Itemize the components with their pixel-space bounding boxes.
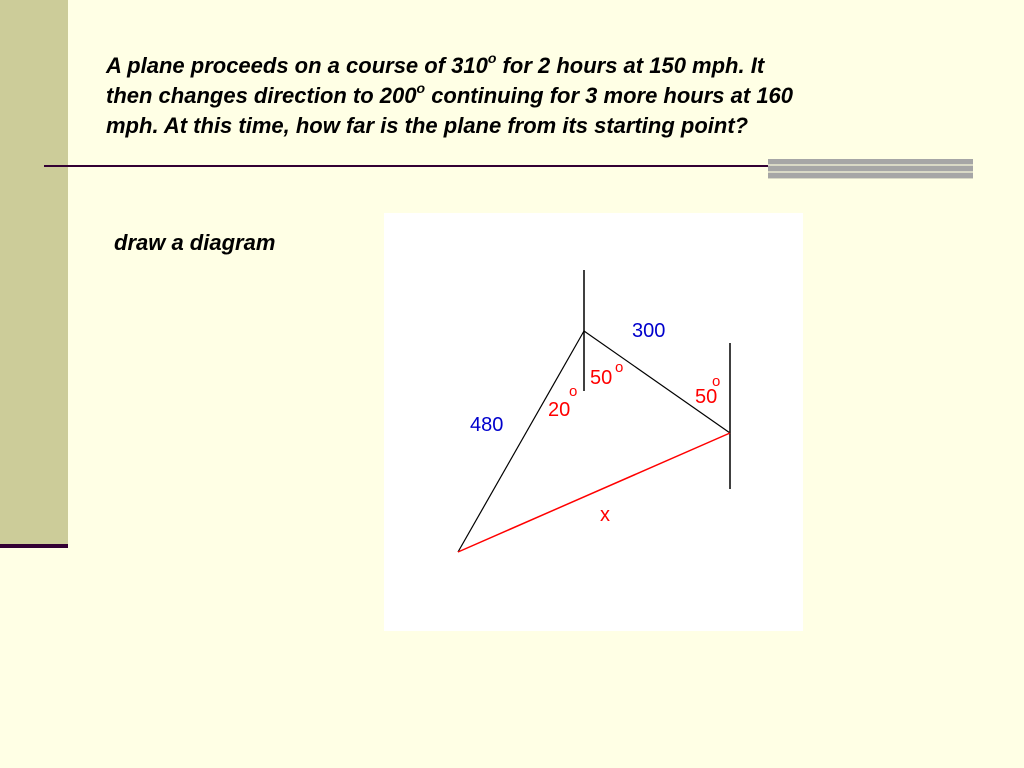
side-top-label: 300	[632, 320, 666, 342]
side-result	[458, 433, 730, 552]
diagram-panel	[384, 213, 803, 631]
side-left	[458, 331, 584, 552]
angle-mid-degree: o	[615, 359, 624, 376]
instruction-text: draw a diagram	[114, 230, 276, 255]
angle-right-degree: o	[712, 373, 721, 390]
title-accent-bar	[768, 159, 973, 179]
angle-left-degree: o	[569, 383, 578, 400]
sidebar-rule	[0, 544, 68, 548]
question-text: A plane proceeds on a course of 310$^o$ for 2 hours at 150 mph. It then changes direction to 200$^o$ continuing for 3 more hours at 160 mph. At this time, how far is the plane from its starting point?	[106, 49, 794, 138]
triangle-diagram	[384, 213, 803, 631]
angle-left-label: 20	[548, 399, 571, 421]
angle-right-label: 50	[695, 386, 718, 408]
side-result-label: x	[600, 504, 610, 526]
angle-mid-label: 50	[590, 367, 613, 389]
side-left-label: 480	[470, 414, 504, 436]
sidebar-accent	[0, 0, 68, 546]
